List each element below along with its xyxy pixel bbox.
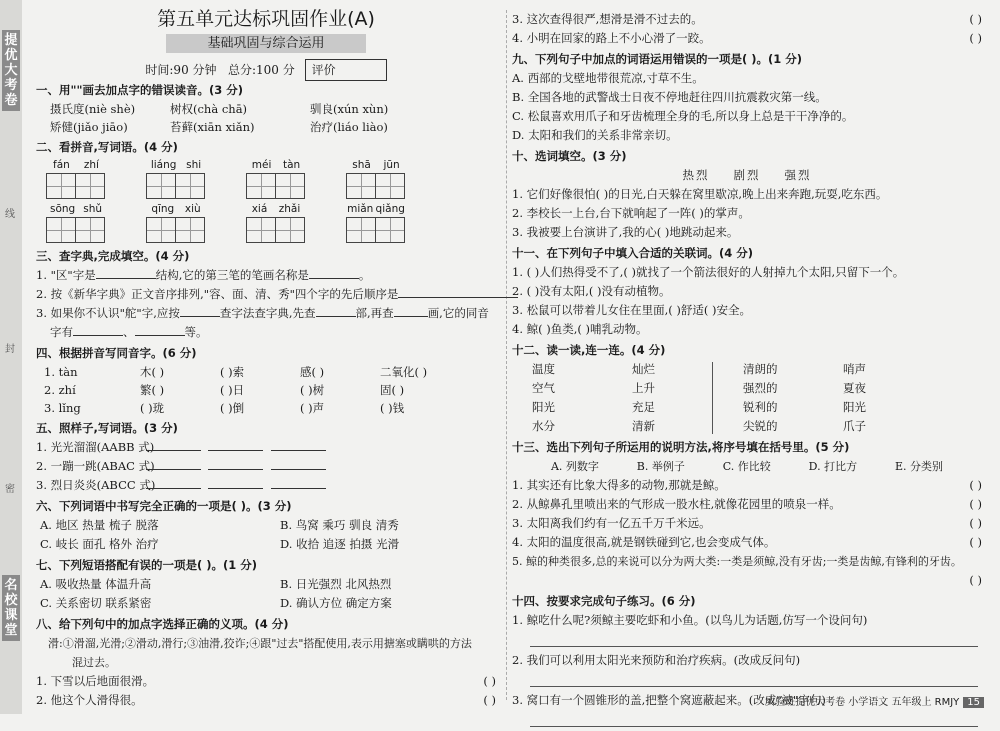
- writing-box[interactable]: [146, 217, 176, 243]
- text: 部,再查: [355, 306, 394, 320]
- pinyin: 3. lǐng: [44, 401, 81, 415]
- choice-options: [36, 516, 496, 554]
- answer-blank[interactable]: [146, 438, 201, 451]
- writing-box[interactable]: [275, 217, 305, 243]
- page-subtitle: 基础巩固与综合运用: [166, 34, 366, 53]
- section-heading: 十、选词填空。(3 分): [512, 149, 627, 163]
- pattern-item: [36, 438, 496, 457]
- writing-box[interactable]: [346, 173, 376, 199]
- answer-blank[interactable]: [271, 438, 326, 451]
- method-item: [512, 476, 982, 495]
- word: 热烈: [682, 168, 710, 182]
- word: 剧烈: [733, 168, 761, 182]
- pinyin-item: [46, 159, 146, 199]
- blank[interactable]: ( )珑: [140, 401, 165, 415]
- meaning-item: [36, 691, 496, 710]
- pronunciation-item[interactable]: 驯良(xún xùn): [310, 102, 389, 116]
- text: 查字法查字典,先查: [219, 306, 316, 320]
- answer-paren[interactable]: ( ): [969, 516, 982, 530]
- match-word[interactable]: 阳光: [843, 400, 866, 414]
- blank[interactable]: 木( ): [140, 365, 165, 379]
- pinyin: 1. tàn: [44, 365, 78, 379]
- side-mark: 封: [5, 344, 15, 355]
- method: B. 举例子: [636, 460, 685, 473]
- choice-option[interactable]: B. 全国各地的武警战士日夜不停地赶往四川抗震救灾第一线。: [512, 90, 827, 104]
- section-heading: 三、查字典,完成填空。(4 分): [36, 249, 190, 263]
- left-column: [36, 0, 496, 710]
- pinyin-label: qīng: [151, 203, 175, 215]
- pattern-item: [36, 476, 496, 495]
- section-heading: 十四、按要求完成句子练习。(6 分): [512, 594, 696, 608]
- writing-box[interactable]: [346, 217, 376, 243]
- side-mark: 线: [5, 209, 15, 220]
- pinyin-item: [146, 203, 246, 243]
- pattern-item: [36, 457, 496, 476]
- meaning-item: [512, 10, 982, 29]
- section-heading: 十一、在下列句子中填入合适的关联词。(4 分): [512, 246, 754, 260]
- text: 2. 一蹦一跳(ABAC 式): [36, 459, 155, 473]
- match-word[interactable]: 夏夜: [843, 381, 866, 395]
- choice-option[interactable]: A. 西部的戈壁地带很荒凉,寸草不生。: [512, 71, 704, 85]
- answer-blank[interactable]: [309, 266, 359, 279]
- fill-item[interactable]: 2. ( )没有太阳,( )没有动植物。: [512, 284, 671, 298]
- text: 2. 从鲸鼻孔里喷出来的气形成一股水柱,就像花园里的喷泉一样。: [512, 497, 841, 511]
- text: 1. 光光溜溜(AABB 式): [36, 440, 155, 454]
- meaning-item: [512, 29, 982, 48]
- text: 2. 他这个人滑得很。: [36, 693, 143, 707]
- pinyin-item: [246, 203, 346, 243]
- section-heading: 十二、读一读,连一连。(4 分): [512, 343, 666, 357]
- dictionary-line: [36, 266, 496, 285]
- choice-option[interactable]: C. 关系密切 联系紧密: [40, 596, 152, 610]
- pronunciation-item[interactable]: 苔藓(xiān xiǎn): [170, 120, 255, 134]
- pinyin-label: miǎn: [347, 203, 374, 215]
- choice-option[interactable]: A. 地区 热量 梳子 脱落: [40, 518, 159, 532]
- side-banner-bottom: 名校课堂: [2, 575, 20, 641]
- fill-item[interactable]: 3. 松鼠可以带着儿女住在里面,( )舒适( )安全。: [512, 303, 752, 317]
- pinyin-label: shi: [186, 159, 202, 171]
- match-word[interactable]: 尖锐的: [743, 419, 778, 433]
- pinyin-label: zhǎi: [278, 203, 301, 215]
- blank[interactable]: ( )树: [300, 383, 325, 397]
- choice-options: [36, 575, 496, 613]
- match-word[interactable]: 温度: [532, 362, 555, 376]
- answer-line[interactable]: [530, 630, 978, 647]
- pinyin-row: [36, 159, 496, 199]
- answer-blank[interactable]: [394, 304, 428, 317]
- matching-area: [512, 360, 982, 436]
- fill-item[interactable]: 1. ( )人们热得受不了,( )就找了一个箭法很好的人射掉九个太阳,只留下一个。: [512, 265, 905, 279]
- text: 3. 烈日炎炎(ABCC 式): [36, 478, 156, 492]
- match-right-col: [843, 360, 923, 436]
- pinyin-item: [346, 159, 446, 199]
- writing-box[interactable]: [46, 173, 76, 199]
- match-word[interactable]: 强烈的: [743, 381, 778, 395]
- blank[interactable]: ( )索: [220, 365, 245, 379]
- word: 强烈: [784, 168, 812, 182]
- choice-option[interactable]: D. 确认方位 确定方案: [280, 596, 392, 610]
- writing-box[interactable]: [275, 173, 305, 199]
- side-band: [0, 0, 22, 714]
- answer-blank[interactable]: [398, 285, 518, 298]
- answer-blank[interactable]: [146, 457, 201, 470]
- method: D. 打比方: [808, 460, 858, 473]
- section-heading: 八、给下列句中的加点字选择正确的义项。(4 分): [36, 617, 289, 631]
- text: 4. 小明在回家的路上不小心滑了一跤。: [512, 31, 711, 45]
- pinyin-label: shǔ: [83, 203, 102, 215]
- match-word[interactable]: 阳光: [532, 400, 555, 414]
- text: 等。: [184, 325, 208, 339]
- blank[interactable]: ( )日: [220, 383, 245, 397]
- pinyin-label: shā: [352, 159, 371, 171]
- blank[interactable]: 固( ): [380, 383, 405, 397]
- choice-option[interactable]: C. 岐长 面孔 格外 治疗: [40, 537, 159, 551]
- writing-box[interactable]: [375, 217, 405, 243]
- match-word[interactable]: 锐利的: [743, 400, 778, 414]
- blank[interactable]: ( )钱: [380, 401, 405, 415]
- eval-box[interactable]: [305, 59, 387, 81]
- rewrite-item: 3. 窝口有一个圆锥形的盖,把整个窝遮蔽起来。(改成"被"字句): [512, 693, 826, 707]
- choice-option[interactable]: D. 太阳和我们的关系非常亲切。: [512, 128, 678, 142]
- meta-row: [36, 59, 496, 79]
- eval-label: 评价: [311, 63, 336, 77]
- answer-paren[interactable]: ( ): [969, 573, 982, 587]
- pinyin-row: [36, 203, 496, 243]
- text: 画,它的同音: [427, 306, 489, 320]
- fill-item[interactable]: 2. 李校长一上台,台下就响起了一阵( )的掌声。: [512, 206, 750, 220]
- writing-box[interactable]: [146, 173, 176, 199]
- writing-box[interactable]: [75, 173, 105, 199]
- definition-text: 混过去。: [72, 656, 116, 669]
- side-banner-top: 提优大考卷: [2, 30, 20, 111]
- answer-blank[interactable]: [271, 457, 326, 470]
- section-heading: 七、下列短语搭配有误的一项是( )。(1 分): [36, 558, 258, 572]
- page-title: 第五单元达标巩固作业(A): [157, 8, 375, 30]
- pinyin-label: jūn: [383, 159, 400, 171]
- writing-box[interactable]: [175, 173, 205, 199]
- choice-option[interactable]: D. 收拾 追逐 拍摄 光滑: [280, 537, 400, 551]
- answer-paren[interactable]: ( ): [969, 31, 982, 45]
- column-divider: [506, 10, 507, 700]
- blank[interactable]: ( )倒: [220, 401, 245, 415]
- fill-item[interactable]: 1. 它们好像很怕( )的日光,白天躲在窝里歇凉,晚上出来奔跑,玩耍,吃东西。: [512, 187, 888, 201]
- section-heading: 一、用""画去加点字的错误读音。(3 分): [36, 83, 243, 97]
- match-word[interactable]: 清朗的: [743, 362, 778, 376]
- answer-blank[interactable]: [146, 476, 201, 489]
- answer-line[interactable]: [530, 710, 978, 727]
- rewrite-item: 1. 鲸吃什么呢?须鲸主要吃虾和小鱼。(以鸟儿为话题,仿写一个设问句): [512, 613, 868, 627]
- page-footer: [765, 693, 984, 708]
- pronunciation-item[interactable]: 治疗(liáo liào): [310, 120, 388, 134]
- answer-paren[interactable]: ( ): [483, 674, 496, 688]
- pinyin-item: [46, 203, 146, 243]
- match-word[interactable]: 上升: [632, 381, 655, 395]
- pinyin-label: méi: [251, 159, 272, 171]
- method-item-paren: [512, 571, 982, 590]
- homophone-row: [36, 381, 496, 399]
- blank[interactable]: 繁( ): [140, 383, 165, 397]
- method-list: [512, 457, 982, 476]
- method: C. 作比较: [722, 460, 771, 473]
- answer-line[interactable]: [530, 670, 978, 687]
- match-word[interactable]: 哨声: [843, 362, 866, 376]
- text: 2. 按《新华字典》正文音序排列,"容、面、清、秀"四个字的先后顺序是: [36, 287, 399, 301]
- answer-blank[interactable]: [73, 323, 123, 336]
- pronunciation-item[interactable]: 树权(chà chā): [170, 102, 248, 116]
- text: 。: [358, 268, 371, 282]
- section-heading: 九、下列句子中加点的词语运用错误的一项是( )。(1 分): [512, 52, 803, 66]
- section-heading: 十三、选出下列句子所运用的说明方法,将序号填在括号里。(5 分): [512, 440, 850, 454]
- dictionary-line: [36, 304, 496, 323]
- fill-item[interactable]: 4. 鲸( )鱼类,( )哺乳动物。: [512, 322, 648, 336]
- text: 结构,它的第三笔的笔画名称是: [155, 268, 309, 282]
- pinyin-item: [146, 159, 246, 199]
- match-word[interactable]: 灿烂: [632, 362, 655, 376]
- match-word[interactable]: 清新: [632, 419, 655, 433]
- footer-text: 实验班提优大考卷 小学语文 五年级上 RMJY: [765, 697, 960, 708]
- homophone-row: [36, 363, 496, 381]
- pinyin-item: [246, 159, 346, 199]
- match-word[interactable]: 空气: [532, 381, 555, 395]
- text: 3. 如果你不认识"舵"字,应按: [36, 306, 180, 320]
- word-bank: [512, 166, 982, 185]
- answer-blank[interactable]: [208, 438, 263, 451]
- writing-box[interactable]: [75, 217, 105, 243]
- blank[interactable]: ( )声: [300, 401, 325, 415]
- pronunciation-items: [36, 100, 496, 136]
- pronunciation-item[interactable]: 矫健(jiǎo jiāo): [50, 120, 128, 134]
- answer-blank[interactable]: [208, 457, 263, 470]
- right-column: [512, 10, 982, 731]
- answer-blank[interactable]: [180, 304, 220, 317]
- section-heading: 六、下列词语中书写完全正确的一项是( )。(3 分): [36, 499, 292, 513]
- method: A. 列数字: [550, 460, 599, 473]
- answer-blank[interactable]: [96, 266, 156, 279]
- rewrite-item: 2. 我们可以利用太阳光来预防和治疗疾病。(改成反问句): [512, 653, 801, 667]
- pinyin-label: liáng: [150, 159, 177, 171]
- homophone-row: [36, 399, 496, 417]
- choice-option[interactable]: B. 日光强烈 北风热烈: [280, 577, 392, 591]
- text: 1. 其实还有比象大得多的动物,那就是鲸。: [512, 478, 726, 492]
- match-word[interactable]: 爪子: [843, 419, 866, 433]
- method-item: [512, 533, 982, 552]
- text: 、: [123, 325, 135, 339]
- method: E. 分类别: [894, 460, 943, 473]
- pinyin-label: tàn: [282, 159, 301, 171]
- pinyin-label: sōng: [50, 203, 76, 215]
- section-heading: 五、照样子,写词语。(3 分): [36, 421, 178, 435]
- text: 3. 太阳离我们约有一亿五千万千米远。: [512, 516, 711, 530]
- text: 字有: [50, 325, 73, 339]
- text: 3. 这次查得很严,想滑是滑不过去的。: [512, 12, 703, 26]
- answer-blank[interactable]: [135, 323, 185, 336]
- match-left-col: [632, 360, 712, 436]
- pronunciation-item[interactable]: 摄氏度(niè shè): [50, 102, 136, 116]
- match-word[interactable]: 充足: [632, 400, 655, 414]
- section-heading: 四、根据拼音写同音字。(6 分): [36, 346, 197, 360]
- text: 5. 鲸的种类很多,总的来说可以分为两大类:一类是须鲸,没有牙齿;一类是齿鲸,有锋利的牙齿。: [512, 555, 962, 568]
- answer-blank[interactable]: [316, 304, 356, 317]
- method-item: [512, 495, 982, 514]
- side-mark: 密: [5, 484, 15, 495]
- answer-paren[interactable]: ( ): [969, 478, 982, 492]
- writing-box[interactable]: [246, 217, 276, 243]
- match-right-col: [743, 360, 843, 436]
- answer-paren[interactable]: ( ): [483, 693, 496, 707]
- blank[interactable]: 二氧化( ): [380, 365, 428, 379]
- writing-box[interactable]: [46, 217, 76, 243]
- answer-paren[interactable]: ( ): [969, 12, 982, 26]
- meaning-item: [36, 672, 496, 691]
- writing-box[interactable]: [375, 173, 405, 199]
- text: 1. "区"字是: [36, 268, 96, 282]
- method-item: [512, 514, 982, 533]
- section-heading: 二、看拼音,写词语。(4 分): [36, 140, 178, 154]
- choice-option[interactable]: A. 吸收热量 体温升高: [40, 577, 152, 591]
- dictionary-line: [36, 323, 496, 342]
- blank[interactable]: 感( ): [300, 365, 325, 379]
- pinyin-item: [346, 203, 446, 243]
- choice-option[interactable]: C. 松鼠喜欢用爪子和牙齿梳理全身的毛,所以身上总是干干净净的。: [512, 109, 854, 123]
- dictionary-line: [36, 285, 496, 304]
- pinyin-label: xiù: [184, 203, 201, 215]
- worksheet-page: [26, 0, 1000, 714]
- text: 4. 太阳的温度很高,就是钢铁碰到它,也会变成气体。: [512, 535, 776, 549]
- answer-paren[interactable]: ( ): [969, 535, 982, 549]
- writing-box[interactable]: [175, 217, 205, 243]
- match-word[interactable]: 水分: [532, 419, 555, 433]
- text: 1. 下雪以后地面很滑。: [36, 674, 155, 688]
- match-left-col: [532, 360, 632, 436]
- page-number: 15: [963, 697, 984, 708]
- fill-item[interactable]: 3. 我被要上台演讲了,我的心( )地跳动起来。: [512, 225, 739, 239]
- pinyin-label: qiǎng: [375, 203, 405, 215]
- pinyin-label: xiá: [251, 203, 268, 215]
- match-divider: [712, 362, 713, 434]
- time-label: 时间:90 分钟: [145, 63, 217, 77]
- method-item: [512, 552, 982, 571]
- choice-option[interactable]: B. 鸟窝 乘巧 驯良 清秀: [280, 518, 399, 532]
- answer-paren[interactable]: ( ): [969, 497, 982, 511]
- answer-blank[interactable]: [271, 476, 326, 489]
- definition-text: 滑:①滑溜,光滑;②滑动,滑行;③油滑,狡诈;④跟"过去"搭配使用,表示用搪塞或瞒哄的方法: [48, 637, 472, 650]
- answer-blank[interactable]: [208, 476, 263, 489]
- pinyin: 2. zhí: [44, 383, 76, 397]
- writing-box[interactable]: [246, 173, 276, 199]
- pinyin-label: fán: [53, 159, 70, 171]
- pinyin-label: zhí: [83, 159, 99, 171]
- score-label: 总分:100 分: [227, 63, 295, 77]
